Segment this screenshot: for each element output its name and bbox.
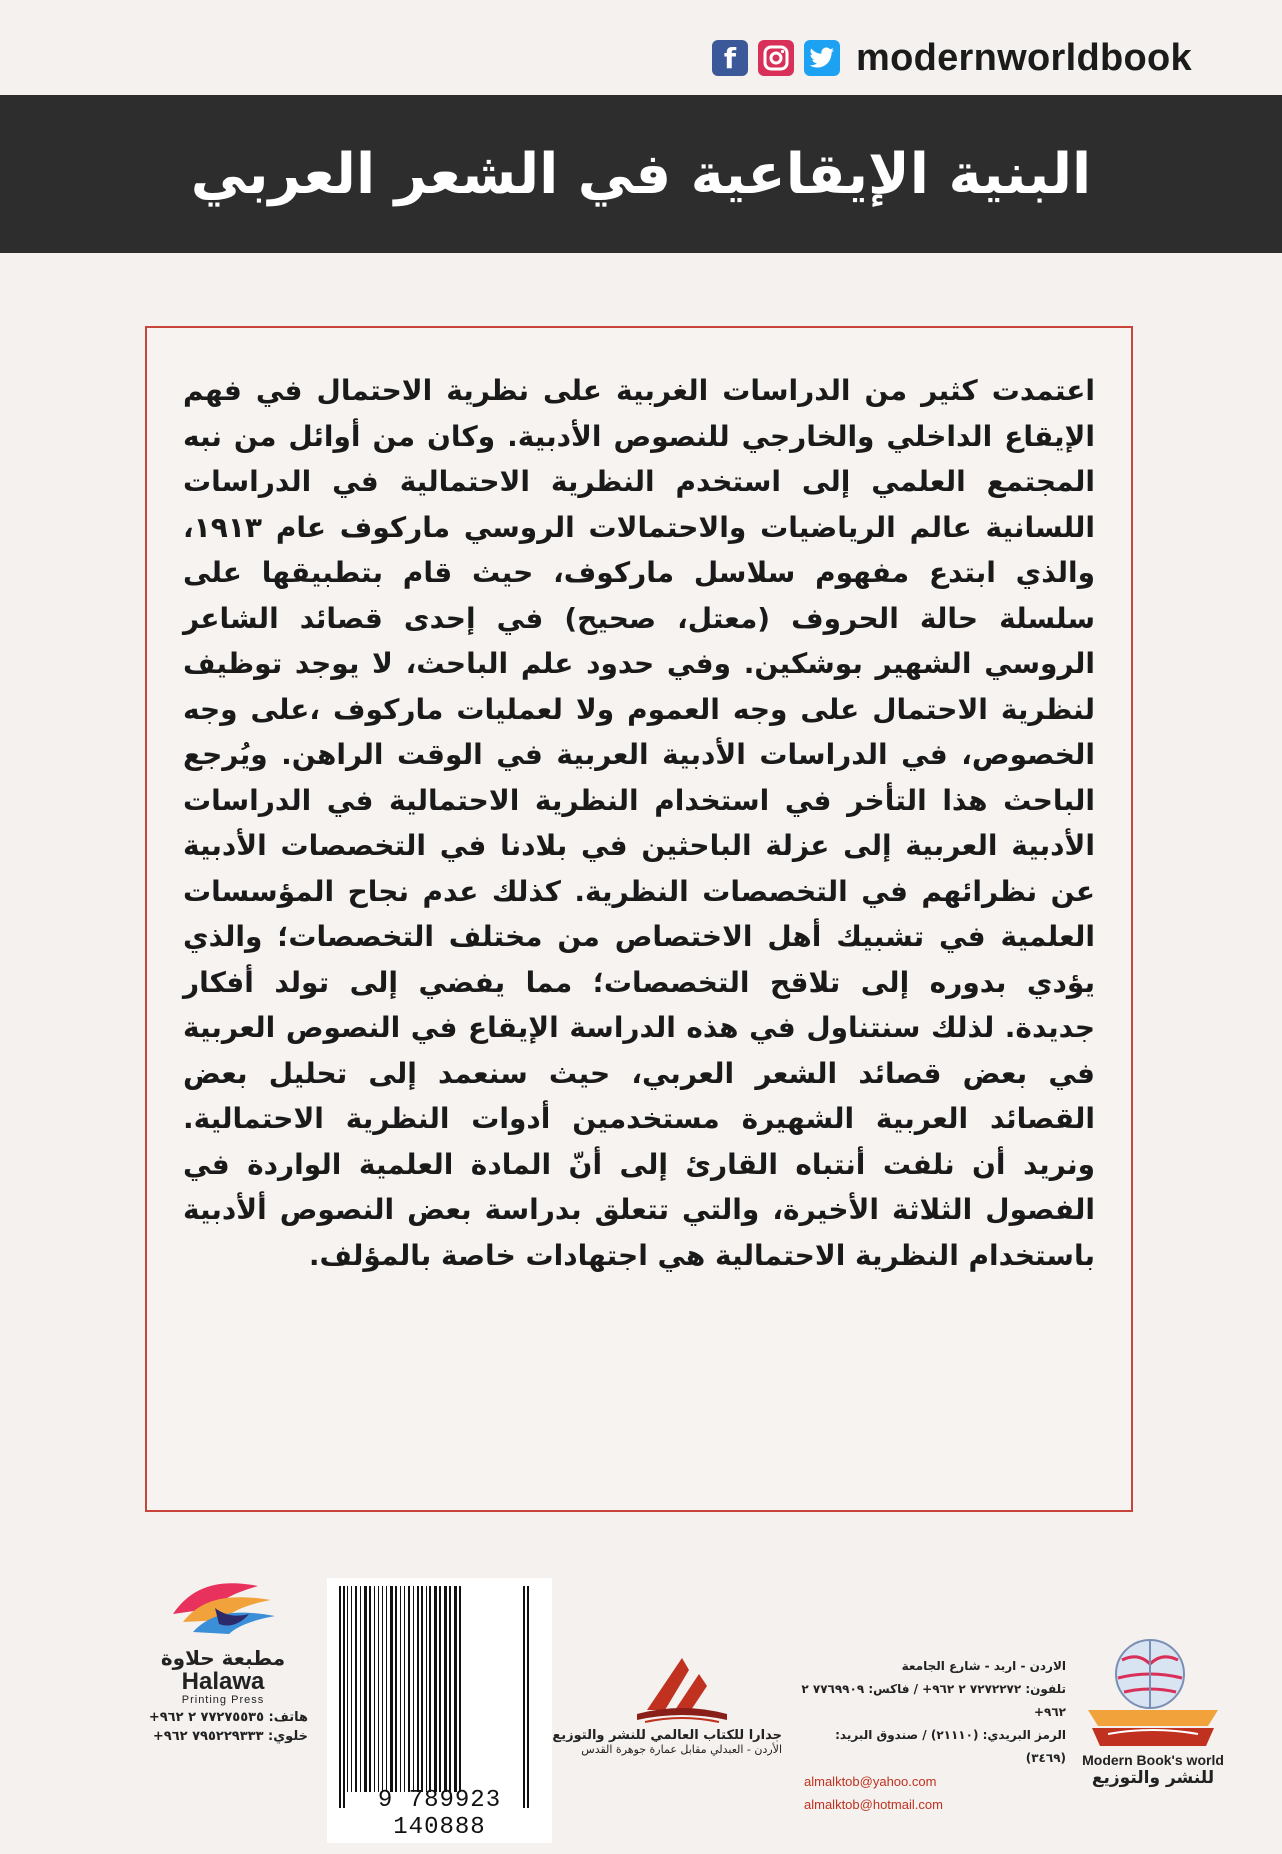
facebook-icon: f <box>712 40 748 76</box>
barcode-bar <box>369 1586 371 1792</box>
title-band <box>0 95 1282 253</box>
barcode-bar <box>429 1586 431 1792</box>
barcode-bar <box>421 1586 423 1792</box>
printer-name-en: Halawa <box>181 1668 265 1695</box>
contact-email-2: almalktob@hotmail.com <box>804 1797 943 1812</box>
social-handle: modernworldbook <box>856 36 1192 79</box>
distributor-info <box>552 1650 782 1756</box>
barcode-bar <box>347 1586 348 1792</box>
barcode-bar <box>454 1586 457 1792</box>
twitter-icon <box>804 40 840 76</box>
book-title: البنية الإيقاعية في الشعر العربي <box>190 141 1092 207</box>
barcode-bar <box>351 1586 352 1792</box>
barcode-bar <box>413 1586 414 1792</box>
instagram-icon <box>758 40 794 76</box>
publisher-contact <box>800 1655 1066 1816</box>
barcode-bar <box>382 1586 383 1792</box>
isbn-number: 9 789923 140888 <box>377 1787 502 1841</box>
distributor-logo-icon <box>627 1650 737 1728</box>
blurb-text: اعتمدت كثير من الدراسات الغربية على نظرية الاحتمال في فهم الإيقاع الداخلي والخارجي للنصوص الأدبية. وكان من أوائل من نبه المجتمع العلمي إلى استخدم النظرية الاحتمالية في الدراسات اللسانية عالم الرياضيات والاحتمالات الروسي ماركوف عام ١٩١٣، والذي ابتدع مفهوم سلاسل ماركوف، حيث قام بتطبيقها على سلسلة حالة الحروف (معتل، صحيح) في إحدى قصائد الشاعر الروسي الشهير بوشكين. وفي حدود علم الباحث، لا يوجد توظيف لنظرية الاحتمال على وجه العموم ولا لعمليات ماركوف ،على وجه الخصوص، في الدراسات الأدبية العربية في الوقت الراهن. ويُرجع الباحث هذا التأخر في استخدام النظرية الاحتمالية في الدراسات الأدبية العربية إلى عزلة الباحثين في بلادنا في التخصصات الأدبية عن نظرائهم في التخصصات النظرية. كذلك عدم نجاح المؤسسات العلمية في تشبيك أهل الاختصاص من مختلف التخصصات؛ والذي يؤدي بدوره إلى تلاقح التخصصات؛ مما يفضي إلى تولد أفكار جديدة. لذلك سنتناول في هذه الدراسة الإيقاع في النصوص العربية في بعض قصائد الشعر العربي، حيث سنعمد إلى تحليل بعض القصائد العربية الشهيرة مستخدمين أدوات النظرية الاحتمالية. ونريد أن نلفت أنتباه القارئ إلى أنّ المادة العلمية الواردة في الفصول الثلاثة الأخيرة، والتي تتعلق بدراسة بعض النصوص ألأدبية باستخدام النظرية الاحتمالية هي اجتهادات خاصة بالمؤلف. <box>183 374 1095 1272</box>
publisher-name-ar: للنشر والتوزيع <box>1091 1768 1215 1788</box>
distributor-address: الأردن - العبدلي مقابل عمارة جوهرة القدس <box>581 1743 782 1756</box>
barcode <box>327 1578 552 1843</box>
barcode-bar <box>417 1586 419 1792</box>
printer-info <box>138 1574 308 1744</box>
barcode-bar <box>378 1586 379 1792</box>
barcode-bar <box>360 1586 361 1792</box>
barcode-bar <box>449 1586 451 1792</box>
publisher-logo-icon <box>1078 1630 1228 1750</box>
barcode-bar <box>408 1586 410 1792</box>
social-bar <box>712 34 1192 82</box>
barcode-bar <box>386 1586 387 1792</box>
barcode-bar <box>339 1586 341 1808</box>
blurb-frame <box>145 326 1133 1512</box>
printer-mobile: خلوي: ٧٩٥٢٢٩٣٣٣ ٩٦٢+ <box>152 1729 308 1744</box>
barcode-bar <box>434 1586 437 1792</box>
publisher-name-en: Modern Book's world <box>1082 1752 1224 1768</box>
printer-tagline: Printing Press <box>181 1694 265 1706</box>
printer-name-ar: مطبعة حلاوة <box>160 1646 286 1670</box>
barcode-bar <box>523 1586 525 1808</box>
barcode-bar <box>395 1586 397 1792</box>
printer-logo-icon <box>163 1574 283 1644</box>
barcode-bar <box>404 1586 405 1792</box>
barcode-bar <box>439 1586 441 1792</box>
contact-email-1: almalktob@yahoo.com <box>804 1774 937 1789</box>
barcode-bar <box>343 1586 345 1808</box>
contact-address: الاردن - اربد - شارع الجامعة <box>901 1659 1066 1673</box>
barcode-bars <box>327 1578 552 1810</box>
distributor-name: جدارا للكتاب العالمي للنشر والتوزيع <box>552 1728 782 1743</box>
barcode-bar <box>426 1586 427 1792</box>
barcode-bar <box>400 1586 401 1792</box>
barcode-bar <box>527 1586 529 1808</box>
barcode-bar <box>364 1586 367 1792</box>
barcode-bar <box>355 1586 357 1792</box>
printer-phone: هاتف: ٧٧٢٧٥٥٣٥ ٢ ٩٦٢+ <box>148 1710 308 1725</box>
barcode-bar <box>444 1586 447 1792</box>
contact-phone-fax: تلفون: ٧٢٧٢٢٧٢ ٢ ٩٦٢+ / فاكس: ٧٧٦٩٩٠٩ ٢ ٩٦٢+ <box>801 1682 1066 1719</box>
barcode-bar <box>390 1586 393 1792</box>
contact-postal: الرمز البريدي: (٢١١١٠) / صندوق البريد: (٣٤٦٩) <box>835 1728 1066 1765</box>
barcode-bar <box>374 1586 375 1792</box>
barcode-bar <box>459 1586 461 1792</box>
publisher-info <box>1068 1630 1238 1788</box>
